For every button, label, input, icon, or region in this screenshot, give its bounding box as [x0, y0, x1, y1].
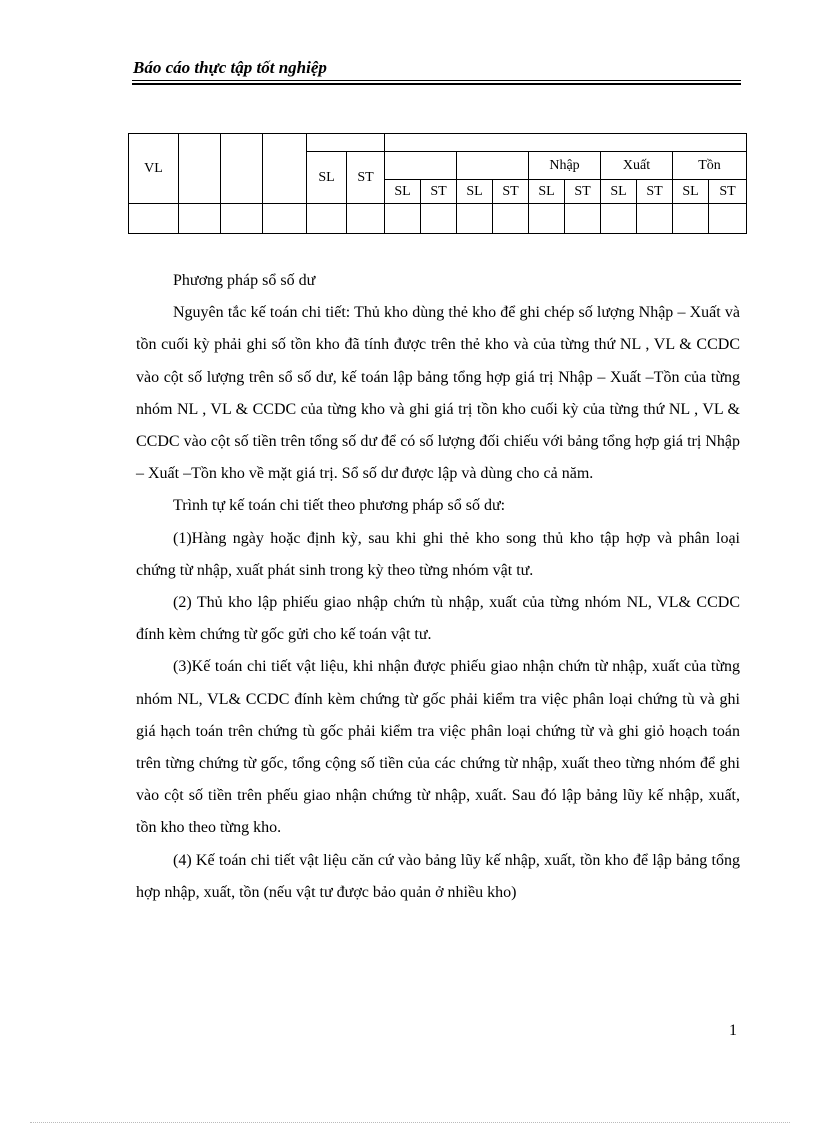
header-nhap: Nhập	[529, 152, 601, 180]
table-cell	[529, 204, 565, 234]
table-cell	[385, 152, 457, 180]
table-cell	[263, 134, 307, 204]
header-sl: SL	[385, 180, 421, 204]
table-cell	[457, 204, 493, 234]
table-cell	[421, 204, 457, 234]
paragraph: (3)Kế toán chi tiết vật liệu, khi nhận được phiếu giao nhận chứn từ nhập, xuất của từng nhóm NL, VL& CCDC đính kèm chứng từ gốc phải kiểm tra việc phân loại chứng tù và ghi giá hạch toán trên chứng tù gốc phải kiểm tra việc phân loại chứng từ và ghi giỏ hoạch toán trên từng chứng từ gốc, tổng cộng số tiền của các chứng từ nhập, xuất theo từng nhóm để ghi vào cột số tiền trên phếu giao nhận chứng từ nhập, xuất. Sau đó lập bảng lũy kế nhập, xuất, tồn kho theo từng kho.	[136, 658, 740, 837]
page-number: 1	[729, 1022, 737, 1039]
header-rule	[132, 80, 741, 81]
header-sl: SL	[307, 152, 347, 204]
paragraph: (4) Kế toán chi tiết vật liệu căn cứ vào bảng lũy kế nhập, xuất, tồn kho để lập bảng tổng hợp nhập, xuất, tồn (nếu vật tư được bảo quản ở nhiều kho)	[136, 851, 740, 901]
header-st: ST	[347, 152, 385, 204]
header-vl: VL	[129, 134, 179, 204]
table-cell	[709, 204, 747, 234]
table-cell	[601, 204, 637, 234]
table-cell	[129, 204, 179, 234]
header-rule-thick	[132, 83, 741, 85]
header-st: ST	[493, 180, 529, 204]
table-cell	[179, 204, 221, 234]
table-cell	[565, 204, 601, 234]
header-title: Báo cáo thực tập tốt nghiệp	[133, 58, 327, 77]
table-cell	[221, 204, 263, 234]
header-xuat: Xuất	[601, 152, 673, 180]
header-st: ST	[565, 180, 601, 204]
table-cell	[263, 204, 307, 234]
header-sl: SL	[673, 180, 709, 204]
table-cell	[307, 134, 385, 152]
body-text	[136, 265, 740, 909]
header-sl: SL	[601, 180, 637, 204]
table-cell	[385, 204, 421, 234]
header-sl: SL	[457, 180, 493, 204]
paragraph: Nguyên tắc kế toán chi tiết: Thủ kho dùng thẻ kho để ghi chép số lượng Nhập – Xuất và tồn cuối kỳ phải ghi số tồn kho đã tính được trên thẻ kho và của từng thứ NL , VL & CCDC vào cột số lượng trên sổ số dư, kế toán lập bảng tổng hợp giá trị Nhập – Xuất –Tồn của từng nhóm NL , VL & CCDC của từng kho và ghi giá trị tồn kho cuối kỳ của từng thứ NL , VL & CCDC vào cột số tiền trên tổng số dư để có số lượng đối chiếu với bảng tổng hợp giá trị Nhập – Xuất –Tồn kho về mặt giá trị. Sổ số dư được lập và dùng cho cả năm.	[136, 304, 740, 483]
table-cell	[347, 204, 385, 234]
header-st: ST	[709, 180, 747, 204]
table-cell	[307, 204, 347, 234]
table-cell	[673, 204, 709, 234]
section-heading: Phương pháp sổ số dư	[173, 272, 316, 289]
table-cell	[221, 134, 263, 204]
header-st: ST	[637, 180, 673, 204]
table-cell	[493, 204, 529, 234]
header-sl: SL	[529, 180, 565, 204]
header-ton: Tồn	[673, 152, 747, 180]
table-cell	[637, 204, 673, 234]
header-st: ST	[421, 180, 457, 204]
paragraph: (2) Thủ kho lập phiếu giao nhập chứn tù nhập, xuất của từng nhóm NL, VL& CCDC đính kèm chứng từ gốc gửi cho kế toán vật tư.	[136, 594, 740, 644]
table-cell	[385, 134, 747, 152]
section-heading: Trình tự kế toán chi tiết theo phương pháp sổ số dư:	[173, 497, 506, 515]
table-cell	[179, 134, 221, 204]
table-cell	[457, 152, 529, 180]
paragraph: (1)Hàng ngày hoặc định kỳ, sau khi ghi thẻ kho song thủ kho tập hợp và phân loại chứng từ nhập, xuất phát sinh trong kỳ theo từng nhóm vật tư.	[136, 529, 740, 579]
ledger-table	[128, 133, 747, 234]
